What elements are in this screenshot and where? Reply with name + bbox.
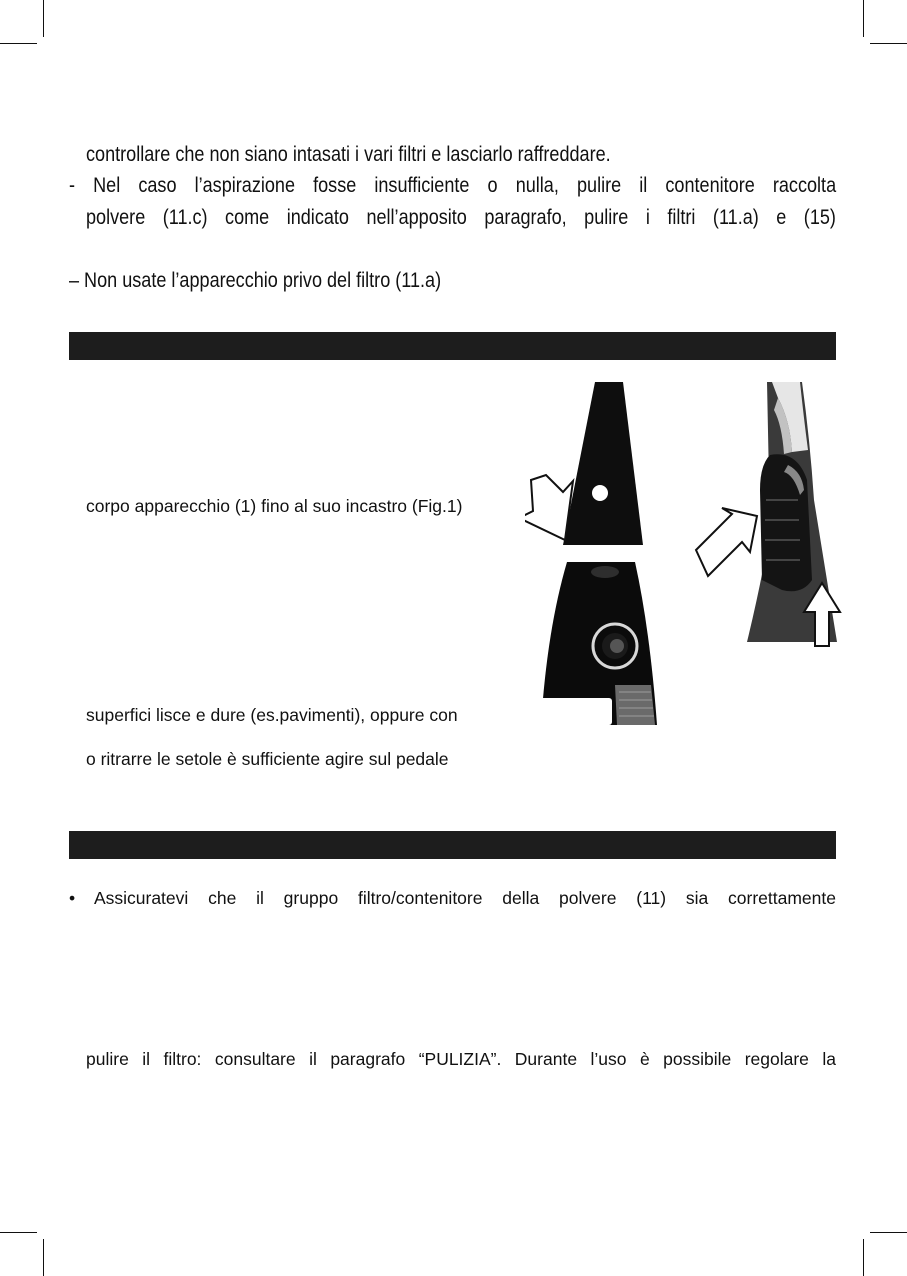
text-line: corpo apparecchio (1) fino al suo incastro (Fig.1) [86, 496, 463, 516]
crop-mark [0, 43, 37, 44]
assembly-figure [525, 380, 665, 730]
crop-mark [43, 0, 44, 37]
text-line: controllare che non siano intasati i vari filtri e lasciarlo raffreddare. [86, 143, 611, 166]
crop-mark [870, 43, 907, 44]
text-line: pulire il filtro: consultare il paragrafo “PULIZIA”. Durante l’uso è possibile regolare la [86, 1049, 836, 1069]
text-line: • Assicuratevi che il gruppo filtro/contenitore della polvere (11) sia correttamente [69, 888, 836, 908]
text-line: o ritrarre le setole è sufficiente agire sul pedale [86, 749, 449, 769]
section-header-bar [69, 332, 836, 360]
text-line: - Nel caso l’aspirazione fosse insufficiente o nulla, pulire il contenitore raccolta [69, 174, 837, 197]
text-line: superfici lisce e dure (es.pavimenti), oppure con [86, 705, 458, 725]
text-line: polvere (11.c) come indicato nell’apposito paragrafo, pulire i filtri (11.a) e (15) [86, 206, 836, 229]
crop-mark [863, 1239, 864, 1276]
crop-mark [43, 1239, 44, 1276]
filter-insertion-figure [692, 380, 842, 650]
crop-mark [863, 0, 864, 37]
section-header-bar [69, 831, 836, 859]
crop-mark [0, 1232, 37, 1233]
text-line: – Non usate l’apparecchio privo del filtro (11.a) [69, 269, 442, 292]
crop-mark [870, 1232, 907, 1233]
